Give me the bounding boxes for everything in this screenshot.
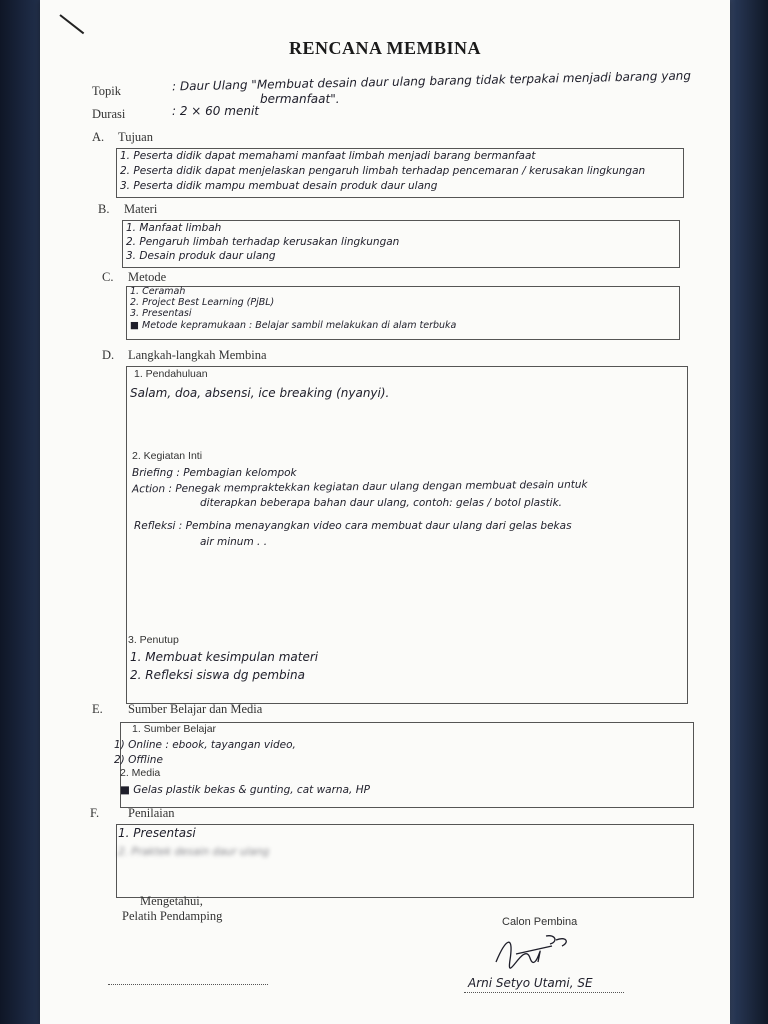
metode-item-1: 1. Ceramah <box>130 286 186 297</box>
sumber-offline: 2) Offline <box>114 754 163 766</box>
tujuan-heading: Tujuan <box>118 130 153 144</box>
mengetahui-label: Mengetahui, <box>140 894 203 908</box>
metode-item-2: 2. Project Best Learning (PjBL) <box>130 297 275 308</box>
scan-edge-right <box>728 0 768 1024</box>
materi-item-2: 2. Pengaruh limbah terhadap kerusakan lingkungan <box>126 236 400 248</box>
inti-action-line2: diterapkan beberapa bahan daur ulang, contoh: gelas / botol plastik. <box>200 497 563 509</box>
topik-value: : Daur Ulang "Membuat desain daur ulang barang tidak terpakai menjadi barang yang <box>171 68 692 94</box>
metode-heading: Metode <box>128 270 167 284</box>
inti-action-line1: Action : Penegak mempraktekkan kegiatan daur ulang dengan membuat desain untuk <box>131 478 588 496</box>
metode-box <box>126 286 680 340</box>
metode-letter: C. <box>102 270 114 284</box>
pen-mark <box>59 14 84 34</box>
tujuan-item-3: 3. Peserta didik mampu membuat desain produk daur ulang <box>120 180 438 192</box>
materi-item-1: 1. Manfaat limbah <box>126 222 222 234</box>
penilaian-box <box>116 824 694 898</box>
pelatih-label: Pelatih Pendamping <box>122 909 223 923</box>
penilaian-letter: F. <box>90 806 100 820</box>
durasi-value: : 2 × 60 menit <box>172 104 259 118</box>
sumber-online: 1) Online : ebook, tayangan video, <box>114 739 296 751</box>
tujuan-letter: A. <box>92 130 105 144</box>
penilaian-item-2: 2. Praktek desain daur ulang <box>118 846 270 858</box>
signature-icon <box>486 928 586 978</box>
penilaian-heading: Penilaian <box>128 806 175 820</box>
inti-refleksi-line1: Refleksi : Pembina menayangkan video cara membuat daur ulang dari gelas bekas <box>134 520 572 532</box>
topik-label: Topik <box>92 84 121 98</box>
penutup-item-2: 2. Refleksi siswa dg pembina <box>130 668 305 682</box>
sumber-belajar-label: 1. Sumber Belajar <box>132 723 217 735</box>
penutup-label: 3. Penutup <box>128 634 179 646</box>
media-text: ■ Gelas plastik bekas & gunting, cat warna, HP <box>120 784 370 796</box>
sumber-letter: E. <box>92 702 103 716</box>
metode-item-4: ■ Metode kepramukaan : Belajar sambil melakukan di alam terbuka <box>130 320 457 331</box>
document-page <box>40 0 730 1024</box>
pendahuluan-label: 1. Pendahuluan <box>134 368 208 380</box>
inti-briefing: Briefing : Pembagian kelompok <box>132 467 297 479</box>
materi-heading: Materi <box>124 202 158 216</box>
langkah-heading: Langkah-langkah Membina <box>128 348 267 362</box>
materi-letter: B. <box>98 202 110 216</box>
durasi-label: Durasi <box>92 107 126 121</box>
penilaian-item-1: 1. Presentasi <box>118 826 196 840</box>
tujuan-item-1: 1. Peserta didik dapat memahami manfaat limbah menjadi barang bermanfaat <box>120 150 536 162</box>
metode-item-3: 3. Presentasi <box>130 308 192 319</box>
materi-item-3: 3. Desain produk daur ulang <box>126 250 276 262</box>
calon-pembina-label: Calon Pembina <box>502 916 578 928</box>
document-title: RENCANA MEMBINA <box>289 38 481 58</box>
pendahuluan-text: Salam, doa, absensi, ice breaking (nyanyi). <box>130 386 390 400</box>
pelatih-signature-line <box>108 984 268 985</box>
langkah-letter: D. <box>102 348 115 362</box>
sumber-heading: Sumber Belajar dan Media <box>128 702 263 716</box>
topik-value-line2: bermanfaat". <box>260 92 340 106</box>
inti-refleksi-line2: air minum . . <box>200 536 268 548</box>
calon-signature-line <box>464 992 624 993</box>
calon-pembina-nama: Arni Setyo Utami, SE <box>468 976 593 990</box>
media-label: 2. Media <box>120 767 161 779</box>
kegiatan-inti-label: 2. Kegiatan Inti <box>132 450 203 462</box>
penutup-item-1: 1. Membuat kesimpulan materi <box>130 650 319 664</box>
tujuan-item-2: 2. Peserta didik dapat menjelaskan pengaruh limbah terhadap pencemaran / kerusakan lingkungan <box>120 165 646 177</box>
